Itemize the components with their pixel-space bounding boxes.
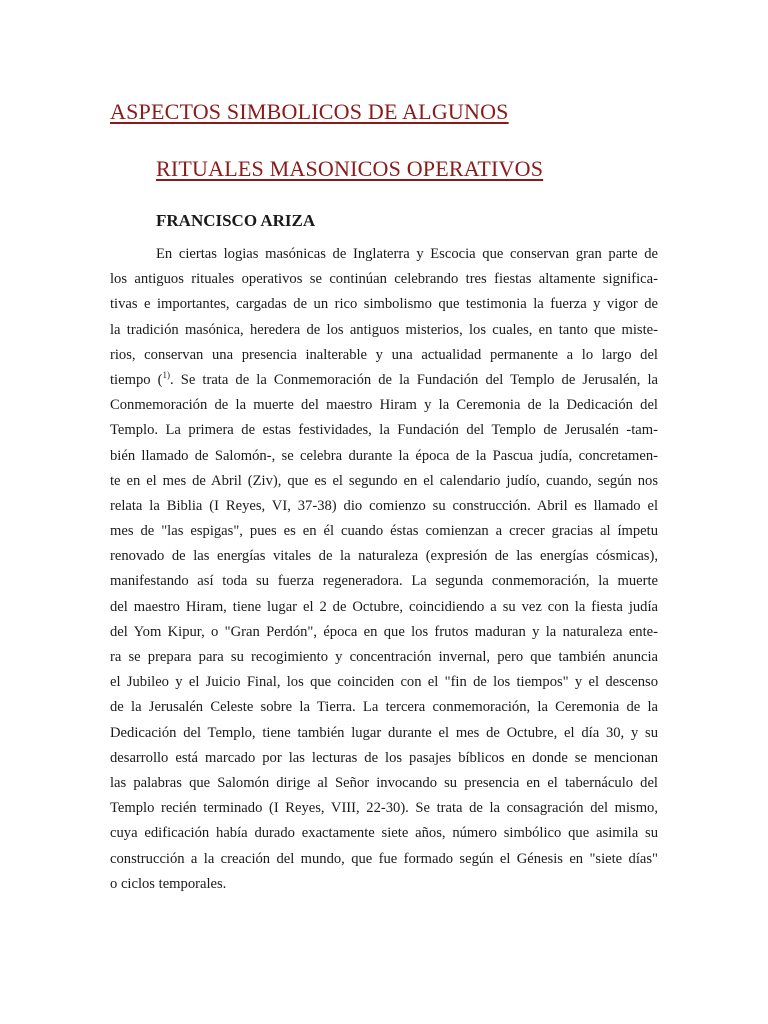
- paragraph-line: la tradición masónica, heredera de los antiguos misterios, los cuales, en tanto que miste-: [110, 321, 658, 338]
- paragraph-line: Dedicación del Templo, tiene también lugar durante el mes de Octubre, el día 30, y su: [110, 724, 658, 741]
- paragraph-line: Conmemoración de la muerte del maestro Hiram y la Ceremonia de la Dedicación del: [110, 397, 658, 414]
- footnote-reference[interactable]: 1): [162, 370, 170, 381]
- paragraph-line-end: . Se trata de la Conmemoración de la Fundación del Templo de Jerusalén, la: [169, 371, 658, 388]
- paragraph-line: mes de "las espigas", pues es en él cuando éstas comienzan a crecer gracias al ímpetu: [110, 523, 658, 540]
- paragraph-line: del Yom Kipur, o "Gran Perdón", época en que los frutos maduran y la naturaleza ente-: [110, 623, 658, 640]
- paragraph-line: [110, 368, 658, 393]
- paragraph-line: el Jubileo y el Juicio Final, los que coinciden con el "fin de los tiempos" y el descenso: [110, 674, 658, 691]
- paragraph-line: te en el mes de Abril (Ziv), que es el segundo en el calendario judío, cuando, según nos: [110, 472, 658, 489]
- paragraph-line: bién llamado de Salomón-, se celebra durante la época de la Pascua judía, concretamen-: [110, 447, 658, 464]
- paragraph-line: desarrollo está marcado por las lecturas de los pasajes bíblicos en donde se mencionan: [110, 749, 658, 766]
- paragraph-line-start: tiempo (: [110, 371, 163, 388]
- paragraph-line: tivas e importantes, cargadas de un rico simbolismo que testimonia la fuerza y vigor de: [110, 296, 658, 313]
- document-title-line-1: ASPECTOS SIMBOLICOS DE ALGUNOS: [110, 99, 509, 124]
- paragraph-line: las palabras que Salomón dirige al Señor invocando su presencia en el tabernáculo del: [110, 774, 658, 791]
- paragraph-line: o ciclos temporales.: [110, 875, 227, 892]
- paragraph-line: ra se prepara para su recogimiento y concentración invernal, pero que también anuncia: [110, 649, 658, 665]
- paragraph-line: En ciertas logias masónicas de Inglaterra y Escocia que conservan gran parte de: [156, 246, 658, 262]
- paragraph-line: del maestro Hiram, tiene lugar el 2 de Octubre, coincidiendo a su vez con la fiesta judía: [110, 598, 658, 615]
- paragraph-line: Templo recién terminado (I Reyes, VIII, 22-30). Se trata de la consagración del mismo,: [110, 800, 658, 817]
- author-name: FRANCISCO ARIZA: [156, 211, 316, 230]
- paragraph-line: renovado de las energías vitales de la naturaleza (expresión de las energías cósmicas),: [110, 548, 658, 565]
- paragraph-line: manifestando así toda su fuerza regeneradora. La segunda conmemoración, la muerte: [110, 573, 658, 590]
- paragraph-line: relata la Biblia (I Reyes, VI, 37-38) dio comienzo su construcción. Abril es llamado el: [110, 497, 658, 514]
- paragraph-line: Templo. La primera de estas festividades, la Fundación del Templo de Jerusalén -tam-: [110, 422, 658, 439]
- document-title-line-2: RITUALES MASONICOS OPERATIVOS: [156, 156, 544, 181]
- body-paragraph: [110, 242, 658, 897]
- paragraph-line: rios, conservan una presencia inalterable y una actualidad permanente a lo largo del: [110, 346, 658, 363]
- paragraph-line: de la Jerusalén Celeste sobre la Tierra. La tercera conmemoración, la Ceremonia de la: [110, 699, 658, 716]
- paragraph-line: cuya edificación había durado exactamente siete años, número simbólico que asimila su: [110, 825, 658, 842]
- paragraph-line: construcción a la creación del mundo, que fue formado según el Génesis en "siete días": [110, 850, 658, 867]
- paragraph-line: los antiguos rituales operativos se continúan celebrando tres fiestas altamente significa-: [110, 271, 658, 288]
